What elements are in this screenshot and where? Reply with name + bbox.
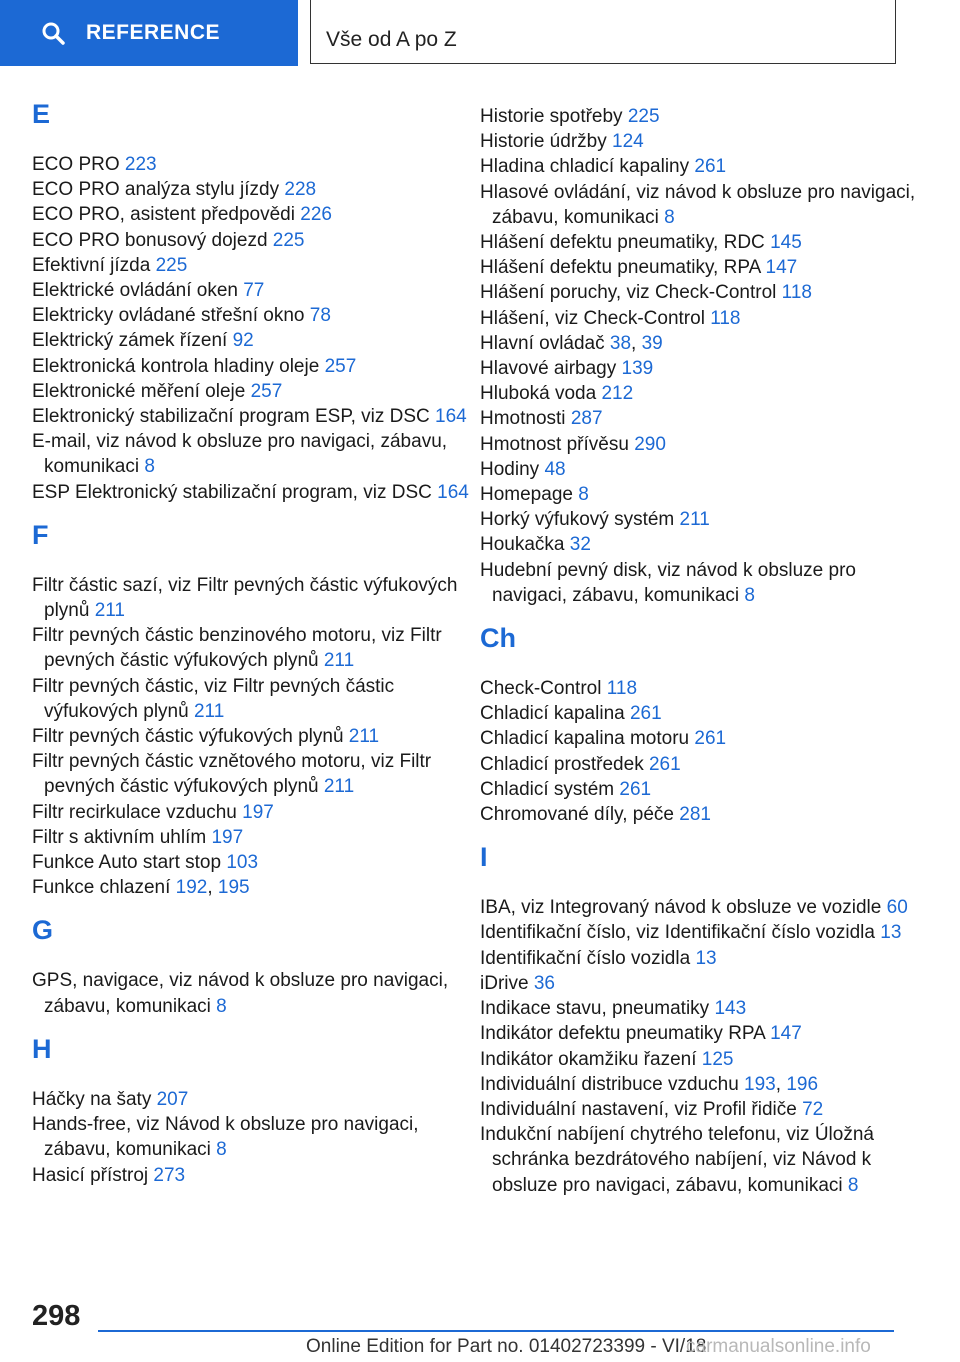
entry-text: Filtr pevných částic vznětového motoru, viz Filtr pevných částic výfukových plynů [32, 751, 432, 798]
entry-text: Filtr pevných částic, viz Filtr pevných částic výfukových plynů [32, 675, 395, 722]
entry-text: Historie spotřeby [480, 106, 623, 127]
page-link[interactable]: 8 [216, 1139, 227, 1161]
entry-text: Háčky na šaty [32, 1088, 152, 1110]
index-entry [480, 230, 920, 255]
section-title: Vše od A po Z [326, 28, 457, 51]
watermark-text: carmanualsonline.info [686, 1336, 871, 1357]
page-link[interactable]: 36 [533, 972, 555, 994]
page-link[interactable]: 225 [272, 229, 305, 251]
index-entry [32, 825, 472, 850]
index-entry [480, 482, 920, 507]
index-entry [32, 152, 472, 177]
page-link[interactable]: 143 [714, 998, 747, 1020]
page-link[interactable]: 281 [679, 804, 711, 826]
index-entry [32, 749, 472, 799]
entry-text: Individuální nastavení, viz Profil řidiče [480, 1098, 797, 1120]
page-link[interactable]: 197 [242, 801, 274, 823]
entry-text: Identifikační číslo vozidla [480, 947, 691, 969]
index-entry [32, 1087, 472, 1112]
page-link[interactable]: 290 [634, 433, 666, 455]
entry-text: Chladicí kapalina [480, 703, 625, 725]
entry-text: Elektrické ovládání oken [32, 280, 238, 302]
entry-text: Elektrický zámek řízení [32, 330, 228, 352]
page-link[interactable]: 261 [648, 753, 681, 775]
index-entry: Funkce chlazení 192, 195 [32, 877, 250, 899]
entry-text: Check-Control [480, 678, 602, 700]
entry-text: Hmotnosti [480, 408, 566, 430]
index-entry [32, 354, 472, 379]
page-link[interactable]: 60 [886, 897, 908, 919]
index-letter: G [32, 915, 54, 946]
entry-text: iDrive [480, 972, 529, 994]
page-link[interactable]: 226 [300, 204, 332, 226]
index-entry [480, 895, 920, 920]
index-entry [480, 996, 920, 1021]
index-entry [480, 381, 920, 406]
edition-text: Online Edition for Part no. 01402723399 - VI/18 [306, 1336, 707, 1357]
page-link[interactable]: 207 [156, 1088, 189, 1110]
page-link[interactable]: 261 [619, 778, 652, 800]
index-entry [32, 623, 472, 673]
page-link[interactable]: 273 [153, 1164, 186, 1186]
entry-text: Filtr recirkulace vzduchu [32, 801, 237, 823]
page-link[interactable]: 257 [324, 355, 357, 377]
page-link[interactable]: 147 [770, 1023, 802, 1045]
entry-text: Elektronická kontrola hladiny oleje [32, 355, 320, 377]
index-entry [32, 724, 472, 749]
entry-text: Hluboká voda [480, 383, 597, 405]
page-link[interactable]: 261 [694, 156, 727, 178]
entry-text: Hlášení poruchy, viz Check-Control [480, 282, 777, 304]
page-link[interactable]: 164 [437, 481, 469, 503]
index-entry [32, 177, 472, 202]
page-link[interactable]: 13 [880, 922, 902, 944]
entry-text: Homepage [480, 484, 573, 506]
index-letter: F [32, 519, 49, 550]
index-entry [480, 507, 920, 532]
page-link[interactable]: 145 [770, 232, 802, 254]
page-link[interactable]: 39 [641, 332, 663, 354]
page-link[interactable]: 211 [323, 650, 355, 672]
entry-text: Hladina chladicí kapaliny [480, 156, 690, 178]
page-link[interactable]: 8 [744, 584, 755, 606]
index-entry [32, 278, 472, 303]
index-entry [480, 676, 920, 701]
entry-text: Hands-free, viz Návod k obsluze pro navigaci, zábavu, komunikaci [32, 1114, 419, 1161]
entry-text: GPS, navigace, viz návod k obsluze pro navigaci, zábavu, komunikaci [32, 970, 449, 1017]
page-link[interactable]: 211 [679, 509, 710, 531]
index-entry: Hlavní ovládač 38, 39 [480, 332, 663, 354]
page-link[interactable]: 212 [601, 383, 634, 405]
entry-text: Filtr pevných částic benzinového motoru, viz Filtr pevných částic výfukových plynů [32, 625, 442, 672]
index-entry [480, 920, 920, 945]
page-link[interactable]: 196 [786, 1073, 819, 1095]
index-entry: Individuální distribuce vzduchu 193, 196 [480, 1073, 819, 1095]
page-link[interactable]: 118 [606, 678, 638, 700]
index-entry [32, 573, 472, 623]
search-icon [40, 20, 66, 46]
index-entry [32, 404, 472, 429]
right-column [480, 104, 920, 1198]
index-entry [480, 129, 920, 154]
entry-text: Chromované díly, péče [480, 804, 674, 826]
entry-text: IBA, viz Integrovaný návod k obsluze ve vozidle [480, 897, 882, 919]
index-entry [480, 558, 920, 608]
index-entry [32, 968, 472, 1018]
reference-tab[interactable] [0, 0, 298, 66]
index-entry [32, 328, 472, 353]
entry-text: Funkce chlazení [32, 877, 171, 899]
entry-text: Indikátor defektu pneumatiky RPA [480, 1023, 765, 1045]
index-entry [480, 255, 920, 280]
entry-text: Hmotnost přívěsu [480, 433, 629, 455]
index-entry [480, 971, 920, 996]
left-column [32, 98, 472, 1188]
index-entry [32, 253, 472, 278]
page-link[interactable]: 118 [781, 282, 812, 304]
index-entry [480, 356, 920, 381]
index-entry [32, 228, 472, 253]
index-letter: Ch [480, 623, 516, 654]
entry-text: Indikátor okamžiku řazení [480, 1048, 697, 1070]
section-tab[interactable] [310, 0, 896, 64]
page-link[interactable]: 8 [847, 1174, 859, 1196]
page-link[interactable]: 195 [217, 877, 250, 899]
entry-text: ECO PRO, asistent předpovědi [32, 204, 295, 226]
page-link[interactable]: 257 [250, 380, 283, 402]
index-entry [32, 303, 472, 328]
entry-text: Hasicí přístroj [32, 1164, 149, 1186]
index-entry [480, 726, 920, 751]
entry-text: Elektronický stabilizační program ESP, viz DSC [32, 406, 430, 428]
index-entry [32, 480, 472, 505]
page-link[interactable]: 8 [216, 995, 227, 1017]
entry-text: Filtr pevných částic výfukových plynů [32, 726, 344, 748]
index-entry [480, 280, 920, 305]
index-entry [480, 104, 920, 129]
page-link[interactable]: 72 [802, 1098, 824, 1120]
index-entry [480, 406, 920, 431]
page-number: 298 [32, 1300, 81, 1332]
entry-text: Hlavní ovládač [480, 332, 605, 354]
index-entry [32, 1163, 472, 1188]
entry-text: Hudební pevný disk, viz návod k obsluze pro navigaci, zábavu, komunikaci [480, 559, 856, 606]
index-entry [32, 379, 472, 404]
page-link[interactable]: 48 [544, 458, 566, 480]
entry-text: ESP Elektronický stabilizační program, viz DSC [32, 481, 432, 503]
index-entry [480, 457, 920, 482]
page-link[interactable]: 211 [348, 726, 380, 748]
index-entry [480, 180, 920, 230]
entry-text: Identifikační číslo, viz Identifikační číslo vozidla [480, 922, 875, 944]
entry-text: Filtr s aktivním uhlím [32, 826, 207, 848]
index-entry [32, 1112, 472, 1162]
page-link[interactable]: 261 [629, 703, 662, 725]
index-entry [32, 800, 472, 825]
index-entry [32, 674, 472, 724]
index-letter: H [32, 1033, 52, 1064]
page-link[interactable]: 193 [744, 1073, 776, 1095]
page-link[interactable]: 225 [155, 254, 188, 276]
entry-text: Chladicí prostředek [480, 753, 644, 775]
page-link[interactable]: 223 [124, 154, 157, 175]
index-entry [480, 1097, 920, 1122]
entry-text: Hlavové airbagy [480, 358, 617, 380]
entry-text: Historie údržby [480, 131, 607, 153]
index-entry [480, 1021, 920, 1046]
index-entry [480, 946, 920, 971]
entry-text: ECO PRO bonusový dojezd [32, 229, 268, 251]
index-entry [480, 1122, 920, 1198]
page-link[interactable]: 211 [94, 600, 125, 622]
page-link[interactable]: 124 [612, 131, 644, 153]
index-entry [480, 777, 920, 802]
page-link[interactable]: 13 [695, 947, 717, 969]
entry-text: Chladicí kapalina motoru [480, 728, 690, 750]
index-entry [480, 532, 920, 557]
page-link[interactable]: 164 [435, 406, 467, 428]
header [0, 0, 960, 66]
page-link[interactable]: 118 [710, 307, 741, 329]
page-link[interactable]: 197 [211, 826, 244, 848]
entry-text: Elektronické měření oleje [32, 380, 246, 402]
entry-text: Hlášení defektu pneumatiky, RDC [480, 232, 765, 254]
page-link[interactable]: 38 [609, 332, 632, 354]
reference-label: REFERENCE [86, 21, 221, 44]
index-letter: I [480, 842, 488, 873]
entry-text: Efektivní jízda [32, 254, 151, 276]
page-link[interactable]: 8 [578, 484, 589, 506]
page-link[interactable]: 228 [284, 179, 317, 201]
index-entry [32, 202, 472, 227]
page-link[interactable]: 211 [323, 776, 355, 798]
entry-text: Indikace stavu, pneumatiky [480, 998, 710, 1020]
index-entry [480, 752, 920, 777]
index-entry [480, 701, 920, 726]
index-entry [480, 154, 920, 179]
page-link[interactable]: 147 [765, 257, 798, 279]
page-link[interactable]: 225 [627, 106, 660, 127]
page-link[interactable]: 92 [232, 330, 254, 352]
page-link[interactable]: 103 [226, 852, 259, 874]
page-link[interactable]: 287 [570, 408, 603, 430]
index-entry [480, 432, 920, 457]
index-entry [32, 429, 472, 479]
entry-text: ECO PRO analýza stylu jízdy [32, 179, 280, 201]
page-link[interactable]: 8 [664, 206, 675, 228]
entry-text: Chladicí systém [480, 778, 615, 800]
page-link[interactable]: 139 [621, 358, 654, 380]
entry-text: Filtr částic sazí, viz Filtr pevných částic výfukových plynů [32, 574, 458, 622]
index-letter: E [32, 99, 51, 129]
entry-text: Horký výfukový systém [480, 509, 675, 531]
entry-text: Indukční nabíjení chytrého telefonu, viz Úložná schránka bezdrátového nabíjení, viz Návod k obsluze pro navigaci, zábavu, komunikaci [480, 1124, 874, 1196]
index-entry [32, 850, 472, 875]
entry-text: Hlášení defektu pneumatiky, RPA [480, 257, 761, 279]
entry-text: E-mail, viz návod k obsluze pro navigaci, zábavu, komunikaci [32, 431, 448, 478]
page-link[interactable]: 211 [193, 700, 225, 722]
page-link[interactable]: 77 [243, 280, 265, 302]
page-link[interactable]: 32 [569, 534, 591, 556]
entry-text: Hlasové ovládání, viz návod k obsluze pro navigaci, zábavu, komunikaci [480, 181, 916, 228]
entry-text: Hodiny [480, 458, 540, 480]
page-link[interactable]: 125 [701, 1048, 734, 1070]
footer-divider [98, 1330, 894, 1332]
index-entry [480, 306, 920, 331]
entry-text: Funkce Auto start stop [32, 852, 222, 874]
page-link[interactable]: 261 [694, 728, 727, 750]
page-link[interactable]: 8 [144, 456, 155, 478]
index-entry [480, 802, 920, 827]
entry-text: Houkačka [480, 534, 565, 556]
page-link[interactable]: 78 [309, 305, 331, 327]
entry-text: Elektricky ovládané střešní okno [32, 305, 305, 327]
page-link[interactable]: 192 [175, 877, 208, 899]
index-entry [480, 1047, 920, 1072]
entry-text: Individuální distribuce vzduchu [480, 1073, 739, 1095]
entry-text: Hlášení, viz Check-Control [480, 307, 705, 329]
entry-text: ECO PRO [32, 154, 120, 175]
